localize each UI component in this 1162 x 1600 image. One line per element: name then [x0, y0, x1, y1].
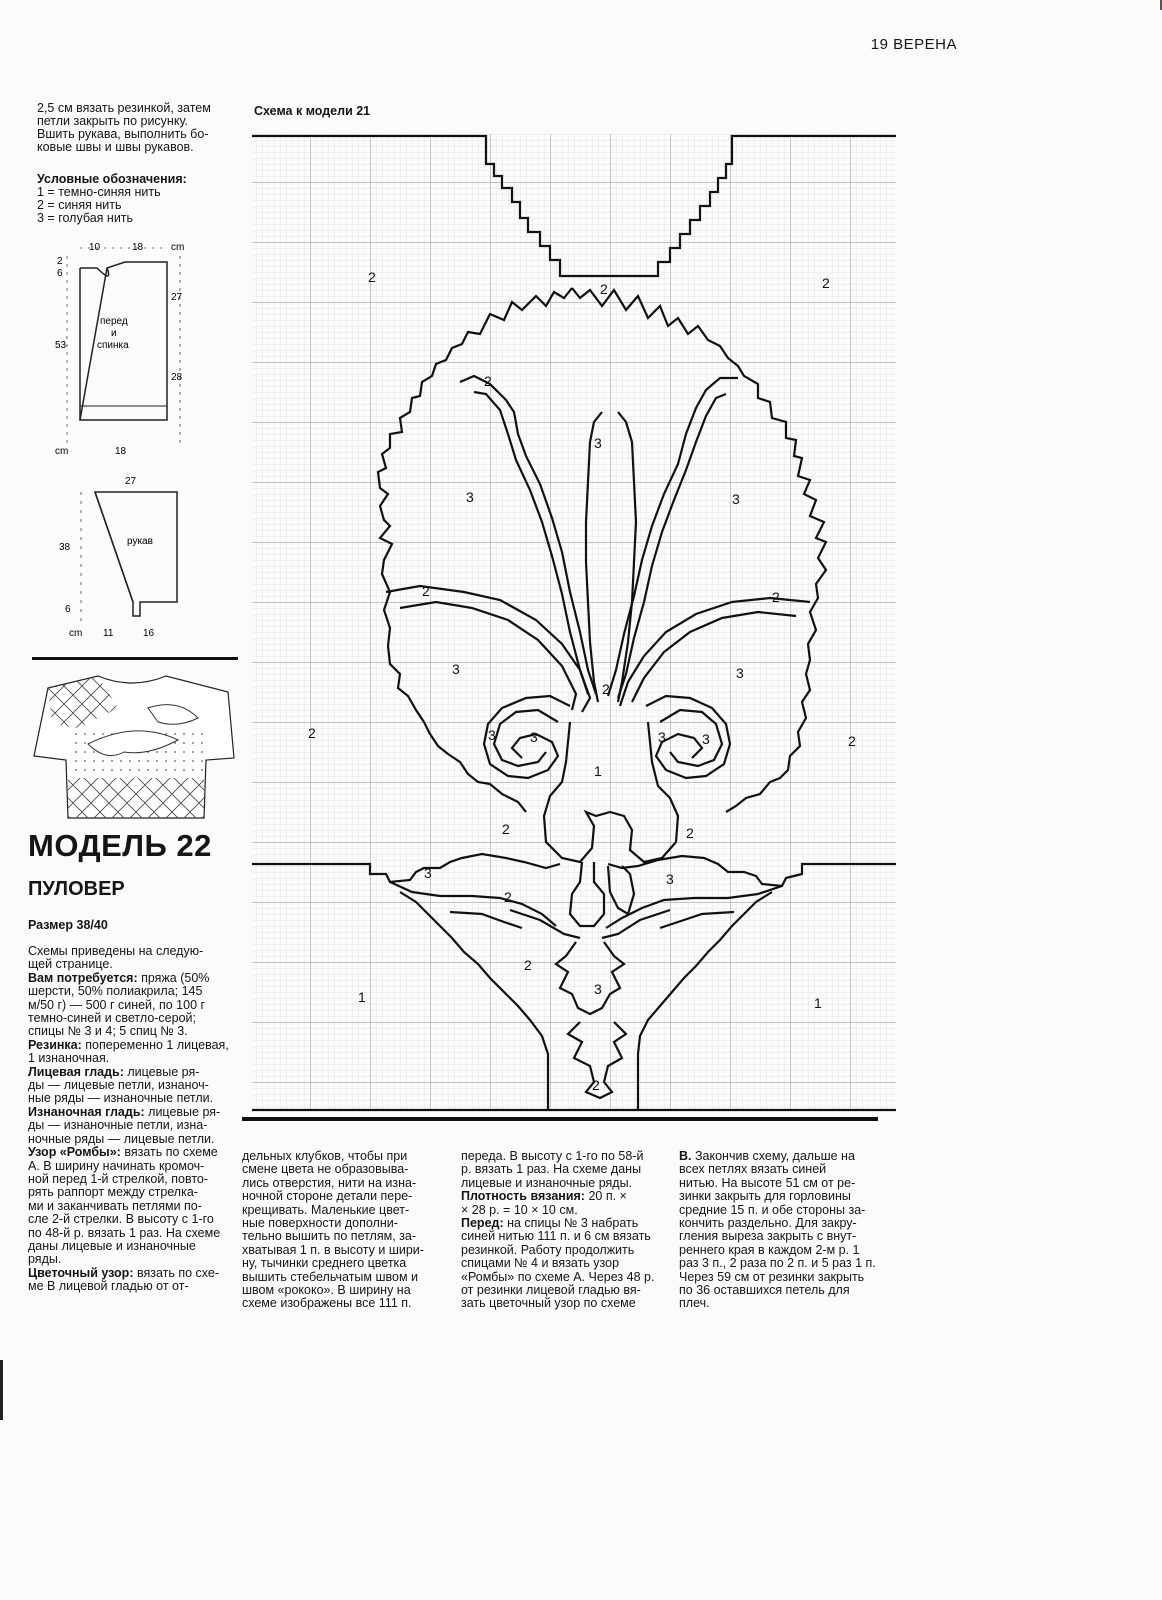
col1-line: ряды. — [28, 1252, 62, 1267]
intro-text — [37, 102, 237, 154]
col2-line: ночной стороне детали пере- — [242, 1189, 413, 1204]
front-left-num: 2 — [57, 256, 63, 267]
divider — [32, 657, 238, 660]
col2-line: ну, тычинки среднего цветка — [242, 1256, 407, 1271]
col1-line: Резинка: попеременно 1 лицевая, — [28, 1037, 229, 1052]
chart-coarse-grid — [252, 134, 896, 1110]
chart-symbol: 3 — [658, 729, 666, 745]
sleeve-outline — [95, 492, 177, 616]
col2-line: ные поверхности дополни- — [242, 1216, 398, 1231]
chart-symbol: 3 — [452, 661, 460, 677]
col1-line: Изнаночная гладь: лицевые ря- — [28, 1104, 221, 1119]
col2-line: тельно вышить по петлям, за- — [242, 1229, 416, 1244]
col4-line: раз 3 п., 2 раза по 2 п. и 5 раз 1 п. — [679, 1256, 876, 1271]
sleeve-bottom-num: 16 — [143, 628, 155, 639]
col1-line: спицы № 3 и 4; 5 спиц № 3. — [28, 1024, 188, 1039]
front-right-num: 28 — [171, 372, 183, 383]
col1-line: сле 2-й стрелки. В высоту с 1-го — [28, 1212, 214, 1227]
chart-symbol: 2 — [822, 275, 830, 291]
intro-line: Вшить рукава, выполнить бо- — [37, 127, 209, 141]
col1-line: щей странице. — [28, 957, 113, 972]
chart-symbol: 3 — [488, 727, 496, 743]
front-label: спинка — [97, 340, 129, 351]
front-label: перед — [100, 316, 128, 327]
chart-bottom-rule — [242, 1117, 878, 1121]
col2-line: дельных клубков, чтобы при — [242, 1149, 408, 1163]
chart-symbol: 2 — [592, 1077, 600, 1093]
front-left-num: 53 — [55, 340, 67, 351]
text-column-2 — [242, 1150, 438, 1311]
col4-line: кончить раздельно. Для закру- — [679, 1216, 857, 1231]
col1-line: м/50 г) — 500 г синей, по 100 г — [28, 997, 206, 1012]
col4-line: гления выреза закрыть с внут- — [679, 1229, 857, 1244]
front-bottom-num: cm — [55, 446, 69, 457]
col1-line: шерсти, 50% полиакрила; 145 — [28, 984, 203, 999]
col4-line: по 36 оставшихся петель для — [679, 1283, 850, 1298]
chart-symbol: 2 — [368, 269, 376, 285]
col1-line: ды — лицевые петли, изнаноч- — [28, 1078, 209, 1093]
col3-line: «Ромбы» по схеме А. Через 48 р. — [461, 1269, 655, 1284]
col1-line: Узор «Ромбы»: вязать по схеме — [28, 1145, 218, 1160]
col3-line: резинкой. Работу продолжить — [461, 1242, 635, 1257]
col4-line: всех петлях вязать синей — [679, 1162, 827, 1177]
chart-symbol: 2 — [772, 589, 780, 605]
legend-item: 2 = синяя нить — [37, 198, 122, 212]
model-subtitle: ПУЛОВЕР — [28, 878, 125, 900]
knitting-chart — [250, 122, 898, 1114]
col2-line: смене цвета не образовыва- — [242, 1162, 409, 1177]
chart-symbol: 2 — [600, 281, 608, 297]
intro-line: петли закрыть по рисунку. — [37, 114, 188, 128]
col3-line: переда. В высоту с 1-го по 58-й — [461, 1149, 644, 1163]
scan-edge-mark — [0, 1360, 3, 1420]
col1-line: ми и заканчивать петлями по- — [28, 1198, 202, 1213]
chart-title: Схема к модели 21 — [254, 104, 371, 118]
chart-symbol: 1 — [358, 989, 366, 1005]
intro-line: 2,5 см вязать резинкой, затем — [37, 101, 211, 115]
chart-symbol: 2 — [524, 957, 532, 973]
col1-line: рять раппорт между стрелка- — [28, 1185, 198, 1200]
col3-line: р. вязать 1 раз. На схеме даны — [461, 1162, 642, 1177]
col1-line: ды — изнаночные петли, изна- — [28, 1118, 208, 1133]
chart-symbol: 2 — [484, 373, 492, 389]
col1-line: Лицевая гладь: лицевые ря- — [28, 1064, 200, 1079]
model-size: Размер 38/40 — [28, 918, 108, 932]
col4-line: В. Закончив схему, дальше на — [679, 1149, 855, 1163]
col1-line: по 48-й р. вязать 1 раз. На схеме — [28, 1225, 221, 1240]
col4-line: Через 59 см от резинки закрыть — [679, 1269, 865, 1284]
legend-item: 1 = темно-синяя нить — [37, 185, 161, 199]
intro-line: ковые швы и швы рукавов. — [37, 140, 194, 154]
col3-line: синей нитью 111 п. и 6 см вязать — [461, 1229, 651, 1244]
col4-line: реннего края в каждом 2-м р. 1 — [679, 1242, 860, 1257]
chart-symbol: 3 — [736, 665, 744, 681]
chart-symbol: 2 — [602, 681, 610, 697]
col3-line: спицами № 4 и вязать узор — [461, 1256, 620, 1271]
text-column-1 — [28, 945, 238, 1294]
sleeve-bottom-num: 11 — [103, 628, 114, 639]
chart-symbol: 2 — [422, 583, 430, 599]
chart-symbol: 3 — [466, 489, 474, 505]
col3-line: зать цветочный узор по схеме — [461, 1296, 636, 1311]
chart-symbol: 2 — [686, 825, 694, 841]
col2-line: крещивать. Маленькие цвет- — [242, 1202, 410, 1217]
legend-item: 3 = голубая нить — [37, 211, 134, 225]
col3-line: Плотность вязания: 20 п. × — [461, 1189, 627, 1204]
front-top-num: 18 — [132, 242, 144, 253]
front-top-num: cm — [171, 242, 185, 253]
col1-line: ночные ряды — лицевые петли. — [28, 1131, 215, 1146]
col1-line: ные ряды — изнаночные петли. — [28, 1091, 214, 1106]
chart-symbol: 2 — [504, 889, 512, 905]
chart-symbol: 3 — [732, 491, 740, 507]
col3-line: Перед: на спицы № 3 набрать — [461, 1216, 639, 1231]
chart-symbol: 3 — [530, 729, 538, 745]
model-title: МОДЕЛЬ 22 — [28, 828, 212, 863]
chart-symbol: 1 — [594, 763, 602, 779]
col1-line: ной перед 1-й стрелкой, повто- — [28, 1171, 209, 1186]
legend — [37, 173, 237, 225]
col1-line: 1 изнаночная. — [28, 1051, 110, 1066]
chart-symbol: 3 — [594, 981, 602, 997]
chart-symbol: 2 — [308, 725, 316, 741]
page-number: 19 ВЕРЕНА — [870, 36, 957, 53]
col3-line: лицевые и изнаночные ряды. — [461, 1175, 633, 1190]
sleeve-left-num: 6 — [65, 604, 71, 615]
col1-line: Вам потребуется: пряжа (50% — [28, 970, 210, 985]
sleeve-top-num: 27 — [125, 476, 137, 487]
col1-line: ме В лицевой гладью от от- — [28, 1279, 189, 1294]
col4-line: средние 15 п. и обе стороны за- — [679, 1202, 866, 1217]
sleeve-label: рукав — [127, 536, 153, 547]
chart-symbol: 1 — [814, 995, 822, 1011]
col4-line: нитью. На высоте 51 см от ре- — [679, 1175, 856, 1190]
col2-line: хватывая 1 п. в высоту и шири- — [242, 1242, 424, 1257]
col1-line: А. В ширину начинать кромоч- — [28, 1158, 205, 1173]
front-bottom-num: 18 — [115, 446, 127, 457]
pattern-sleeve-diagram — [55, 472, 195, 644]
col1-line: Цветочный узор: вязать по схе- — [28, 1265, 220, 1280]
front-label: и — [111, 328, 117, 339]
front-left-num: 6 — [57, 268, 63, 279]
col1-line: темно-синей и светло-серой; — [28, 1011, 196, 1026]
sleeve-left-num: 38 — [59, 542, 71, 553]
col4-line: зинки закрыть для горловины — [679, 1189, 851, 1204]
legend-title: Условные обозначения: — [37, 172, 187, 186]
text-column-3 — [461, 1150, 658, 1311]
col3-line: от резинки лицевой гладью вя- — [461, 1283, 641, 1298]
chart-symbol: 3 — [702, 731, 710, 747]
chart-symbol: 3 — [594, 435, 602, 451]
col4-line: плеч. — [679, 1296, 710, 1311]
sweater-illustration — [28, 668, 240, 828]
chart-symbol: 2 — [502, 821, 510, 837]
pattern-front-diagram — [55, 238, 195, 458]
front-top-num: 10 — [89, 242, 101, 253]
col1-line: Схемы приведены на следую- — [28, 944, 204, 958]
col2-line: схеме изображены все 111 п. — [242, 1296, 412, 1311]
col2-line: лись отверстия, нити на изна- — [242, 1175, 417, 1190]
col2-line: швом «рококо». В ширину на — [242, 1283, 411, 1298]
col3-line: × 28 р. = 10 × 10 см. — [461, 1202, 578, 1217]
chart-symbol: 2 — [848, 733, 856, 749]
col1-line: даны лицевые и изнаночные — [28, 1238, 196, 1253]
chart-symbol: 3 — [424, 865, 432, 881]
text-column-4 — [679, 1150, 878, 1311]
chart-symbol: 3 — [666, 871, 674, 887]
col2-line: вышить стебельчатым швом и — [242, 1269, 419, 1284]
front-right-num: 27 — [171, 292, 183, 303]
sleeve-bottom-num: cm — [69, 628, 83, 639]
